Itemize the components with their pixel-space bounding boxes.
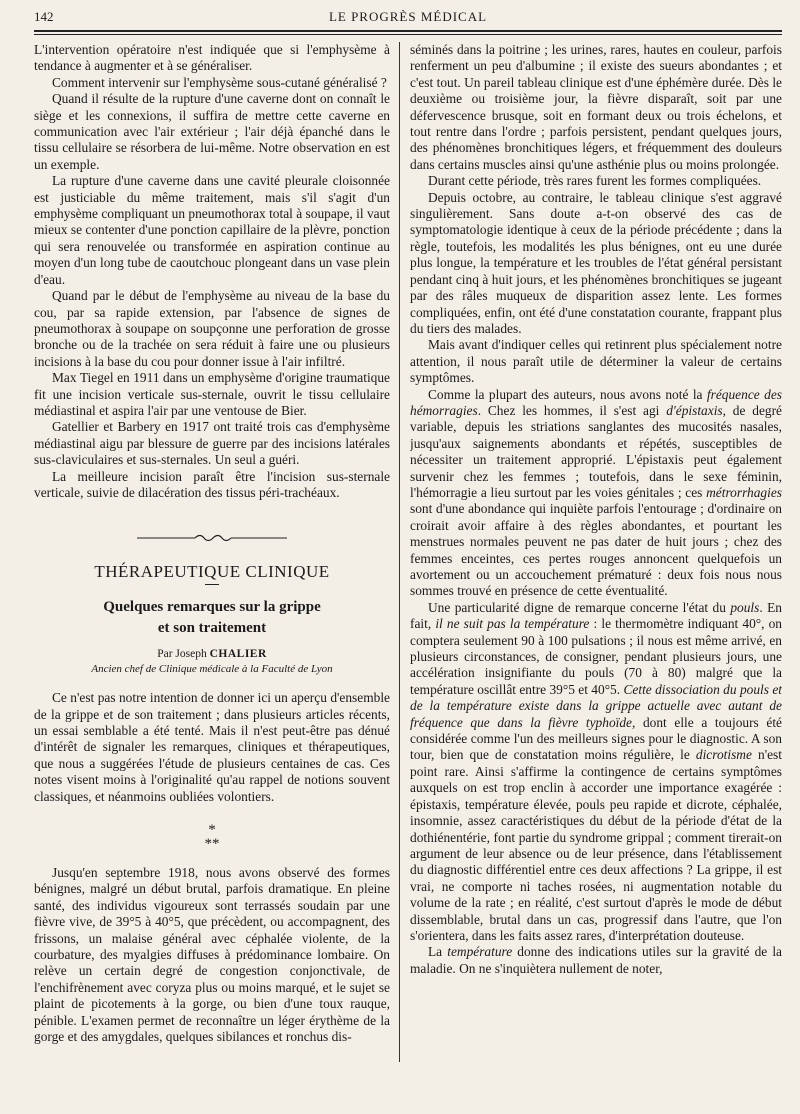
paragraph: Comment intervenir sur l'emphysème sous-cutané généralisé ? (52, 74, 387, 90)
section-title: THÉRAPEUTIQUE CLINIQUE (94, 561, 330, 581)
text-run: . Chez les hommes, il s'est agi (477, 402, 667, 418)
section-flourish (34, 531, 390, 547)
paragraph: La meilleure incision paraît être l'incision sus-sternale verticale, suivie de dilacération des tissus péri-trachéaux. (34, 468, 390, 500)
paragraph-hemorrhages (410, 387, 782, 600)
article-title-line-2: et son traitement (157, 620, 267, 637)
italic-run: il ne suit pas la température (435, 616, 590, 632)
paragraph: Max Tiegel en 1911 dans un emphysème d'origine traumatique fit une incision verticale sus-sternale, ouvrit le tissu cellulaire médiastinal et aspira l'air par une ventouse de Bier. (34, 370, 390, 418)
title-dash (205, 584, 219, 585)
text-run: donne des indications utiles sur la gravité de la maladie. On ne s'inquiètera nullement de noter, (410, 944, 782, 976)
paragraph: séminés dans la poitrine ; les urines, rares, hautes en couleur, parfois renferment un peu d'albumine ; il existe des sueurs abondantes ; et c'est tout. Un pareil tableau clinique est d'une éphémère durée. Dès le deuxième ou troisième jour, la fièvre disparaît, soit par une défervescence brusque, soit en formant deux ou trois échelons, et tout rentre dans l'ordre ; parfois persistent, pendant quelques jours, des phénomènes bronchitiques légers, et fréquemment des douleurs dans certains muscles ainsi qu'une asthénie plus ou moins prolongée. (410, 42, 782, 172)
flourish-ornament-icon (137, 533, 287, 543)
intro-paragraph: Ce n'est pas notre intention de donner ici un aperçu d'ensemble de la grippe et de son traitement ; dans plusieurs articles récents, un essai semblable a été tenté. Mais il n'est peut-être pas dénué d'intérêt de signaler les remarques, cliniques et thérapeutiques, que nous a suggérées l'étude de plusieurs centaines de cas. Ces notes visent moins à l'originalité qu'au rappel de notions souvent classiques, et néanmoins oubliées volontiers. (34, 690, 390, 804)
byline (34, 647, 390, 662)
paragraph: Durant cette période, très rares furent les formes compliquées. (428, 173, 762, 189)
paragraph-pulse (410, 600, 782, 945)
text-run: : le thermomètre indiquant 40°, on comptera seulement 90 à 100 pulsations ; il nous est même arrivé, en plusieurs circonstances, de consigner, pendant plusieurs jours, une accélération insignifiante du pouls (70 à 80) malgré que la température oscillât entre 39°5 et 40°5. (410, 616, 782, 697)
header-rule-thick (34, 30, 782, 32)
italic-run: métrorrhagies (706, 484, 782, 500)
italic-run: pouls (730, 599, 760, 615)
asterism-top: * (208, 822, 216, 839)
italic-run: Cette dissociation du pouls et de la température existe dans la grippe actuelle avec autant de fréquence que dans la fièvre typhoïde (410, 681, 782, 730)
asterism (34, 823, 390, 851)
text-run: La (428, 944, 448, 960)
paragraph: Depuis octobre, au contraire, le tableau clinique s'est aggravé singulièrement. Sans doute a-t-on observé des cas de symptomatologie identique à ceux de la période précédente ; dans la règle, toutefois, les modalités les plus bénignes, ont eu une durée plus longue, la température et les troubles de l'état général persistant pendant cinq à huit jours, et les phénomènes bronchitiques se jugeant par des râles muqueux de disparition assez lente. Les formes compliquées, enfin, ont été d'une constatation courante, frappant plus du tiers des malades. (410, 189, 782, 336)
paragraph: Mais avant d'indiquer celles qui retinrent plus spécialement notre attention, il nous paraît utile de déterminer la valeur de certains symptômes. (410, 337, 782, 386)
paragraph: La rupture d'une caverne dans une cavité pleurale cloisonnée est justiciable du même traitement, mais s'il s'agit d'un emphysème compliquant un pneumothorax total à soupape, il vaut mieux se contenter d'une ponction capillaire de la plèvre, ponction qui sera renouvelée ou transformée en aspiration continue au moyen d'un long tube de caoutchouc plongeant dans un vase plein d'eau. (34, 173, 390, 287)
author-name: CHALIER (209, 648, 267, 661)
page-header (34, 8, 782, 28)
article-title-line-1: Quelques remarques sur la grippe (103, 599, 321, 616)
paragraph: L'intervention opératoire n'est indiquée que si l'emphysème à tendance à augmenter et à se généraliser. (34, 42, 390, 74)
text-run: , de degré variable, depuis les striations sanglantes des mucosités nasales, jusqu'aux saignements abondants et répétés, susceptibles de nécessiter un traitement approprié. L'épistaxis peut également survenir chez les femmes ; toutefois, dans le sexe féminin, l'hémorragie a lieu surtout par les voies génitales ; ces (410, 402, 782, 500)
italic-run: fréquence des hémorragies (410, 386, 782, 418)
italic-run: température (447, 944, 513, 960)
asterism-bottom: ** (204, 836, 220, 853)
header-rule-thin (34, 34, 782, 35)
text-run: Comme la plupart des auteurs, nous avons noté la (428, 386, 707, 402)
column-divider (399, 42, 400, 1062)
paragraph: Gatellier et Barbery en 1917 ont traité trois cas d'emphysème médiastinal aigu par blessure de guerre par des incisions latérales sus-claviculaires et sus-sternales. Un seul a guéri. (34, 419, 390, 468)
paragraph: Quand il résulte de la rupture d'une caverne dont on connaît le siège et les connexions, il suffira de mettre cette caverne en communication avec l'air extérieur ; l'air déjà épanché dans le tissu cellulaire se résorbera de lui-même. Notre observation en est un exemple. (34, 91, 390, 172)
body-paragraph: Jusqu'en septembre 1918, nous avons observé des formes bénignes, malgré un début brutal, parfois dramatique. En pleine santé, des individus vigoureux sont terrassés soudain par une fièvre vive, de 39°5 à 40°5, que précèdent, ou accompagnent, des frissons, un malaise général avec céphalée violente, de la courbature, des myalgies diffuses à prédominance lombaire. On relève un certain degré de congestion conjonctivale, de l'enchifrènement avec coryza plus ou moins marqué, et le sujet se plaint de picotements à la gorge, ou bien d'une toux rauque, pénible. L'examen permet de reconnaître un léger érythème de la gorge et des amygdales, quelques sibilances et ronchus dis- (34, 865, 390, 1045)
byline-prefix: Par Joseph (157, 648, 207, 661)
italic-run: dicrotisme (695, 747, 752, 763)
text-run: n'est point rare. Ainsi s'affirme la contingence de certains symptômes auxquels on est trop enclin à accorder une importance exagérée : épistaxis, température élevée, pouls peu rapide et dicrote, céphalée, insomnie, assez caractéristiques du début de la période d'état de la dothiénentérie, font partie du syndrome grippal ; comment tirerait-on argument de leur absence ou de leur présence, dans l'établissement du diagnostic différentiel entre ces deux affections ? La grippe, il est vrai, ne comporte ni taches rosées, ni augmentation notable du volume de la rate ; en réalité, c'est surtout d'après le mode de début dissemblable, brutal dans un cas, progressif dans l'autre, que l'on s'orientera, dans les faits assez rares, d'interprétation douteuse. (410, 747, 782, 943)
page-number: 142 (34, 9, 54, 24)
running-title: LE PROGRÈS MÉDICAL (328, 9, 488, 24)
paragraph-temperature (410, 944, 782, 977)
text-run: sont d'une abondance qui inquiète parfois l'entourage ; d'ordinaire on croirait avoir affaire à des règles abondantes, et pourtant les menstrues normales peuvent ne pas dater de huit jours ; chez des femmes enceintes, ces pertes rouges annoncent quelquefois un avortement ou un accouchement prématuré : deux fois nous nous sommes trouvé en présence de cette éventualité. (410, 501, 782, 599)
text-run: . En fait, (410, 599, 782, 632)
paragraph: Quand par le début de l'emphysème au niveau de la base du cou, par sa rapide extension, par l'absence de signes de pneumothorax à soupape on soupçonne une perforation de grosse bronche ou de la trachée on sera réduit à faire une ou plusieurs incisions à la base du cou pour donner issue à l'air infiltré. (34, 288, 390, 369)
text-run: Une particularité digne de remarque concerne l'état du (428, 599, 731, 615)
left-column (34, 42, 390, 1106)
italic-run: d'épistaxis (666, 402, 723, 418)
text-run: , dont elle a toujours été considérée comme l'un des meilleurs signes pour le diagnostic. A son tour, bien que de constatation moins régulière, le (410, 714, 782, 763)
author-affiliation: Ancien chef de Clinique médicale à la Faculté de Lyon (91, 663, 333, 676)
right-column (410, 42, 782, 1106)
article-title (34, 597, 390, 639)
